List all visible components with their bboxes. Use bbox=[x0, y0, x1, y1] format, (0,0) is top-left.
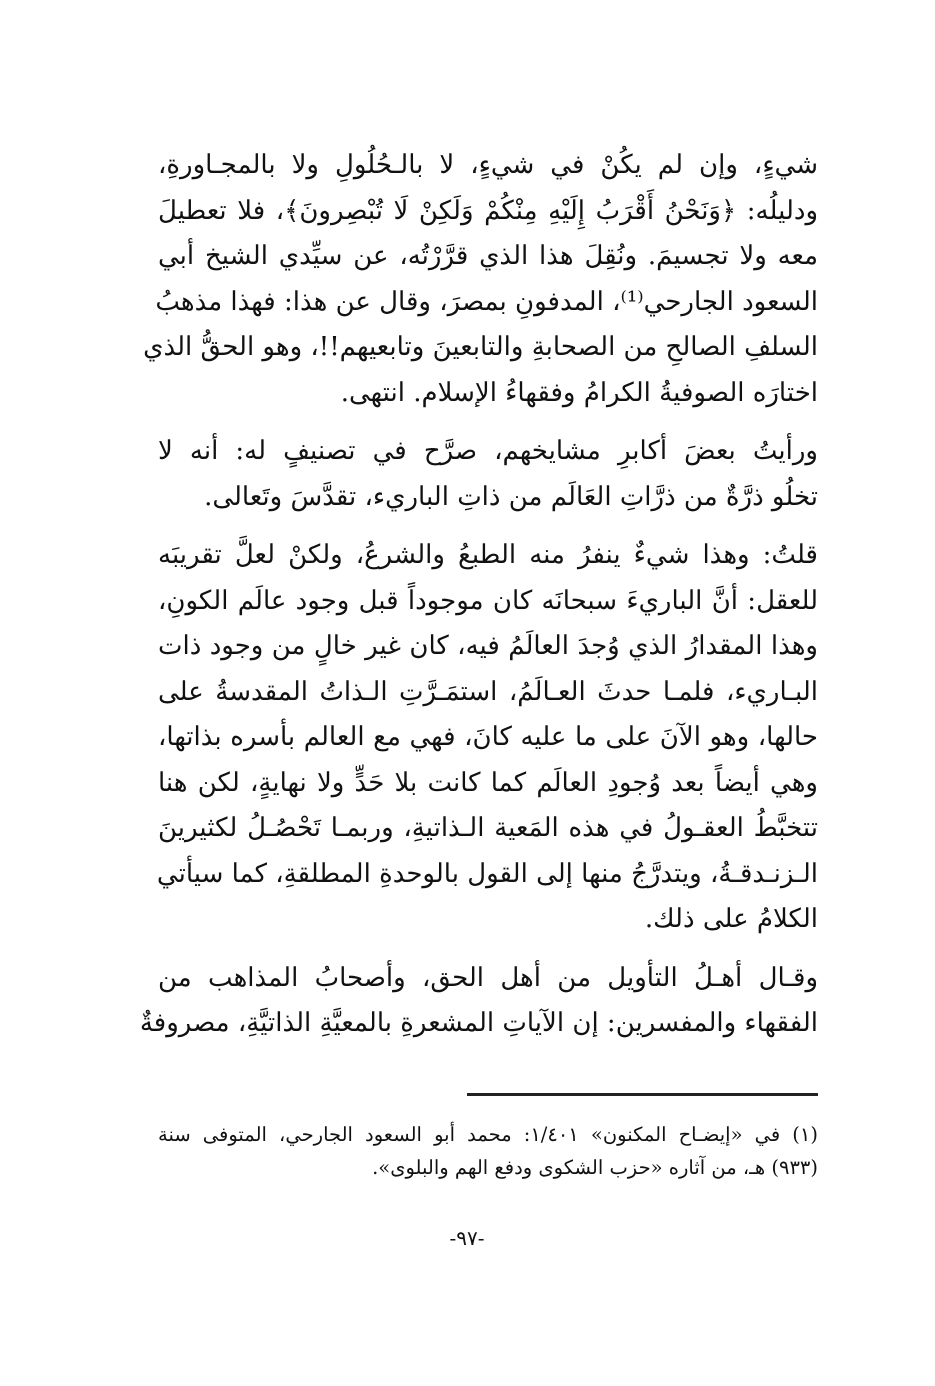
text-line: السلفِ الصالحِ من الصحابةِ والتابعينَ وتابعيهم!!، وهو الحقُّ الذي bbox=[143, 332, 818, 362]
text-line: للعقل: أنَّ الباريءَ سبحانَه كان موجوداً قبل وجود عالَم الكونِ، bbox=[158, 585, 818, 616]
text-line: الكلامُ على ذلك. bbox=[644, 904, 818, 934]
text-line: وهي أيضاً بعد وُجودِ العالَم كما كانت بلا حَدٍّ ولا نهايةٍ، لكن هنا bbox=[158, 767, 818, 798]
text-line: وقـال أهـلُ التأويل من أهل الحق، وأصحابُ المذاهب من bbox=[158, 962, 818, 993]
text-line: ورأيتُ بعضَ أكابرِ مشايخهم، صرَّح في تصنيفٍ له: أنه لا bbox=[158, 436, 818, 466]
footnote-line: (١) في «إيضـاح المكنون» ١/٤٠١: محمد أبو السعود الجارحي، المتوفى سنة bbox=[158, 1123, 819, 1146]
text-line: ودليلُه: ﴿وَنَحْنُ أَقْرَبُ إِلَيْهِ مِنْكُمْ وَلَكِنْ لَا تُبْصِرونَ﴾، فلا تعطيلَ bbox=[158, 195, 818, 226]
text-line: قلتُ: وهذا شيءٌ ينفرُ منه الطبعُ والشرعُ، ولكنْ لعلَّ تقريبَه bbox=[158, 540, 818, 570]
text-line: الـزنـدقـةُ، ويتدرَّجُ منها إلى القول بالوحدةِ المطلقةِ، كما سيأتي bbox=[156, 858, 818, 889]
footnote-divider bbox=[467, 1093, 818, 1096]
footnote-line: (٩٣٣) هـ، من آثاره «حزب الشكوى ودفع الهم والبلوى». bbox=[372, 1156, 818, 1179]
text-line: معه ولا تجسيمَ. ونُقِلَ هذا الذي قرَّرْتُه، عن سيِّدي الشيخ أبي bbox=[158, 241, 818, 271]
paragraph-1 bbox=[143, 143, 818, 416]
footnote bbox=[158, 1118, 818, 1184]
text-line: حالها، وهو الآنَ على ما عليه كانَ، فهي مع العالم بأسره بذاتها، bbox=[158, 722, 818, 752]
paragraph-2 bbox=[158, 429, 818, 520]
paragraph-3 bbox=[158, 533, 818, 943]
body-text bbox=[139, 143, 818, 1047]
text-line: البـاريء، فلمـا حدثَ العـالَمُ، استمَـرَّتِ الـذاتُ المقدسةُ على bbox=[158, 676, 818, 707]
text-line: تتخبَّطُ العقـولُ في هذه المَعية الـذاتيةِ، وربمـا تَحْصُـلُ لكثيرينَ bbox=[158, 813, 818, 843]
text-line: السعود الجارحي⁽¹⁾، المدفونِ بمصرَ، وقال عن هذا: فهذا مذهبُ bbox=[155, 286, 818, 317]
page-number: -٩٧- bbox=[449, 1226, 485, 1250]
text-line: الفقهاء والمفسرين: إن الآياتِ المشعرةِ بالمعيَّةِ الذاتيَّةِ، مصروفةٌ bbox=[139, 1008, 818, 1038]
text-line: تخلُو ذرَّةٌ من ذرَّاتِ العَالَم من ذاتِ الباريء، تقدَّسَ وتَعالى. bbox=[204, 481, 818, 512]
text-line: شيءٍ، وإن لم يكُنْ في شيءٍ، لا بالـحُلُولِ ولا بالمجـاورةِ، bbox=[158, 150, 818, 180]
text-line: اختارَه الصوفيةُ الكرامُ وفقهاءُ الإسلام. انتهى. bbox=[340, 377, 818, 408]
text-line: وهذا المقدارُ الذي وُجدَ العالَمُ فيه، كان غير خالٍ من وجود ذات bbox=[158, 631, 818, 661]
paragraph-4 bbox=[139, 956, 818, 1047]
